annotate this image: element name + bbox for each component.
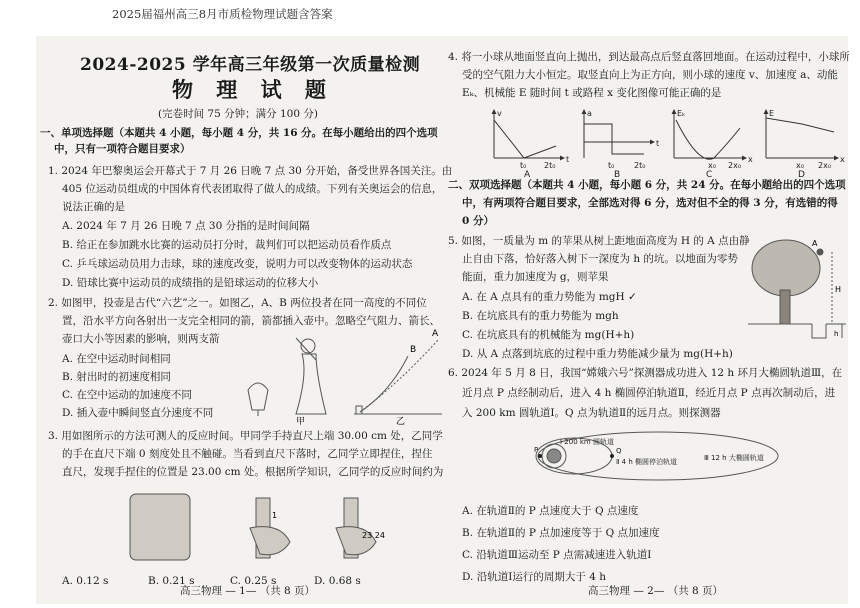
section2-heading-cont: 中，有两项符合题目要求，全部选对得 6 分，选对但不全的得 3 分，有选错的得	[462, 197, 838, 209]
pit	[812, 324, 826, 338]
graph-b-line	[584, 124, 644, 154]
q4-stem: 受的空气阻力大小恒定。取竖直向上为正方向，则小球的速度 v、加速度 a、动能	[462, 69, 838, 81]
q4-option-b: B	[614, 170, 621, 180]
ruler-tick: 23 24	[362, 531, 385, 540]
moon-icon	[547, 449, 561, 463]
fig-label-h: H	[835, 285, 842, 294]
q2-option-c: C. 在空中运动的加速度不同	[62, 389, 192, 401]
graph-a-tick: 2t₀	[544, 161, 556, 170]
ruler-tick: 1	[272, 511, 278, 520]
q6-option-a: A. 在轨道Ⅱ的 P 点速度大于 Q 点速度	[462, 505, 639, 517]
q5-figure	[748, 232, 846, 340]
fig-label-yi: 乙	[396, 417, 406, 427]
q5-stem: 5. 如图，一质量为 m 的苹果从树上距地面高度为 H 的 A 点由静	[448, 235, 750, 247]
q2-stem: 2. 如图甲，投壶是古代“六艺”之一。如图乙，A、B 两位投者在同一高度的不同位	[48, 297, 427, 309]
q1-option-c: C. 乒乓球运动员用力击球，球的速度改变，说明力可以改变物体的运动状态	[62, 258, 413, 270]
exam-info: (完卷时间 75 分钟；满分 100 分)	[158, 108, 318, 120]
q6-option-c: C. 沿轨道Ⅲ运动至 P 点需减速进入轨道Ⅰ	[462, 549, 652, 561]
q3-figure	[100, 488, 390, 568]
q2-option-a: A. 在空中运动时间相同	[62, 353, 171, 365]
graph-a-xlabel: t	[566, 155, 570, 164]
label-q: Q	[616, 447, 622, 455]
graph-c-line	[676, 120, 740, 159]
q3-option-d: D. 0.68 s	[314, 575, 361, 587]
archer-body	[296, 354, 326, 414]
fig-label-b: B	[410, 345, 417, 355]
q1-option-b: B. 给正在参加跳水比赛的运动员打分时，裁判们可以把运动员看作质点	[62, 239, 392, 251]
q4-stem: 4. 将一小球从地面竖直向上抛出，到达最高点后竖直落回地面。在运动过程中，小球所	[448, 51, 850, 63]
q4-option-d: D	[798, 170, 805, 180]
q5-stem: 止自由下落，恰好落入树下一深度为 h 的坑。以地面为零势	[462, 253, 738, 265]
q3-option-b: B. 0.21 s	[148, 575, 195, 587]
label-orbit-1: Ⅰ 200 km 圆轨道	[560, 438, 614, 446]
graph-a-ylabel: v	[497, 109, 502, 118]
graph-d-line	[766, 118, 834, 132]
section2-heading-cont: 0 分）	[462, 215, 494, 227]
page-footer: 高三物理 — 1— （共 8 页）	[180, 585, 316, 597]
graph-c-xlabel: x	[748, 155, 753, 164]
point-p	[538, 454, 542, 458]
q6-stem: 入 200 km 圆轨道Ⅰ。Q 点为轨道Ⅱ的远月点。则探测器	[462, 407, 721, 419]
label-orbit-3: Ⅲ 12 h 大椭圆轨道	[704, 454, 764, 462]
label-p: P	[534, 446, 539, 454]
q1-option-d: D. 铅球比赛中运动员的成绩指的是铅球运动的位移大小	[62, 277, 319, 289]
graph-c-tick: 2x₀	[728, 161, 742, 170]
q4-option-c: C	[706, 170, 713, 180]
q6-figure	[534, 428, 784, 488]
tree-trunk	[780, 290, 790, 324]
fig-label-a: A	[812, 239, 818, 248]
q6-option-b: B. 在轨道Ⅱ的 P 点加速度等于 Q 点加速度	[462, 527, 660, 539]
q1-option-a: A. 2024 年 7 月 26 日晚 7 点 30 分指的是时间间隔	[62, 220, 310, 232]
point-q	[610, 454, 614, 458]
q2-stem: 置，沿水平方向各射出一支完全相同的箭，箭都插入壶中。忽略空气阻力、箭长、	[62, 315, 440, 327]
q5-option-a: A. 在 A 点具有的重力势能为 mgH ✓	[462, 291, 637, 303]
tree-crown	[752, 240, 820, 296]
label-orbit-2: Ⅱ 4 h 椭圆停泊轨道	[616, 458, 678, 466]
pot-icon	[248, 383, 268, 410]
q3-option-c: C. 0.25 s	[230, 575, 277, 587]
fig-label-h-small: h	[834, 330, 839, 338]
section2-heading: 二、双项选择题（本题共 4 小题，每小题 6 分，共 24 分。在每小题给出的四个选项	[448, 179, 846, 191]
q1-stem: 1. 2024 年巴黎奥运会开幕式于 7 月 26 日晚 7 点 30 分开始，备受世界各国关注。由	[48, 165, 453, 177]
graph-b-ylabel: a	[587, 109, 592, 118]
q3-stem: 直尺，发现手捏住的位置是 23.00 cm 处。根据所学知识，乙同学的反应时间约为	[62, 466, 444, 478]
q5-option-d: D. 从 A 点落到坑底的过程中重力势能减少量为 mg(H+h)	[462, 348, 733, 360]
q2-stem: 壶口大小等因素的影响，则两支箭	[62, 333, 220, 345]
graph-b-xlabel: t	[656, 139, 660, 148]
section1-heading: 一、单项选择题（本题共 4 小题，每小题 4 分，共 16 分。在每小题给出的四个选项	[40, 127, 438, 139]
exam-page-2	[448, 36, 848, 604]
apple	[817, 249, 823, 255]
graph-c-tick: x₀	[708, 161, 716, 170]
q6-stem: 6. 2024 年 5 月 8 日，我国“嫦娥六号”探测器成功进入 12 h 环月大椭圆轨道Ⅲ，在	[448, 367, 843, 379]
q6-stem: 近月点 P 点经制动后，进入 4 h 椭圆停泊轨道Ⅱ，经近月点 P 点再次制动后，进	[462, 387, 836, 399]
graph-d-xlabel: x	[840, 155, 845, 164]
graph-d-ylabel: E	[769, 109, 775, 118]
graph-c-ylabel: Eₖ	[677, 109, 686, 118]
q5-option-b: B. 在坑底具有的重力势能为 mgh	[462, 310, 619, 322]
q2-figure	[236, 326, 446, 426]
graph-b-tick: 2t₀	[634, 161, 646, 170]
fig-label-a: A	[432, 329, 439, 339]
graph-a-line	[494, 120, 556, 158]
graph-a-tick: t₀	[520, 161, 527, 170]
q3-option-a: A. 0.12 s	[62, 575, 109, 587]
exam-page-1	[40, 36, 453, 604]
q1-stem: 405 位运动员组成的中国体育代表团取得了做人的成绩。下列有关奥运会的信息，	[62, 183, 443, 195]
q2-option-b: B. 射出时的初速度相同	[62, 371, 171, 383]
graph-b-tick: t₀	[608, 161, 615, 170]
q4-graphs	[484, 106, 844, 178]
fig-label-jia: 甲	[296, 417, 306, 427]
q2-option-d: D. 插入壶中瞬间竖直分速度不同	[62, 407, 214, 419]
exam-title: 2024-2025 学年高三年级第一次质量检测	[80, 55, 421, 75]
q6-option-d: D. 沿轨道Ⅰ运行的周期大于 4 h	[462, 571, 606, 583]
subject-title: 物 理 试 题	[172, 77, 334, 102]
q5-stem: 能面，重力加速度为 g，则苹果	[462, 271, 609, 283]
graph-d-tick: 2x₀	[818, 161, 832, 170]
q4-option-a: A	[524, 170, 531, 180]
q4-stem: Eₖ、机械能 E 随时间 t 或路程 x 变化图像可能正确的是	[462, 87, 722, 99]
q3-stem: 3. 用如图所示的方法可测人的反应时间。甲同学手持直尺上端 30.00 cm 处，乙同学	[48, 430, 443, 442]
q1-stem: 说法正确的是	[62, 201, 125, 213]
graph-d-tick: x₀	[796, 161, 804, 170]
q3-stem: 的手在直尺下端 0 刻度处且不触碰。当看到直尺下落时，乙同学立即捏住，捏住	[62, 448, 433, 460]
hand-photo	[130, 494, 190, 560]
document-title: 2025届福州高三8月市质检物理试题含答案	[112, 7, 333, 21]
section1-heading-cont: 中，只有一项符合题目要求）	[54, 143, 191, 155]
q5-option-c: C. 在坑底具有的机械能为 mg(H+h)	[462, 329, 635, 341]
page-footer: 高三物理 — 2— （共 8 页）	[588, 585, 724, 597]
